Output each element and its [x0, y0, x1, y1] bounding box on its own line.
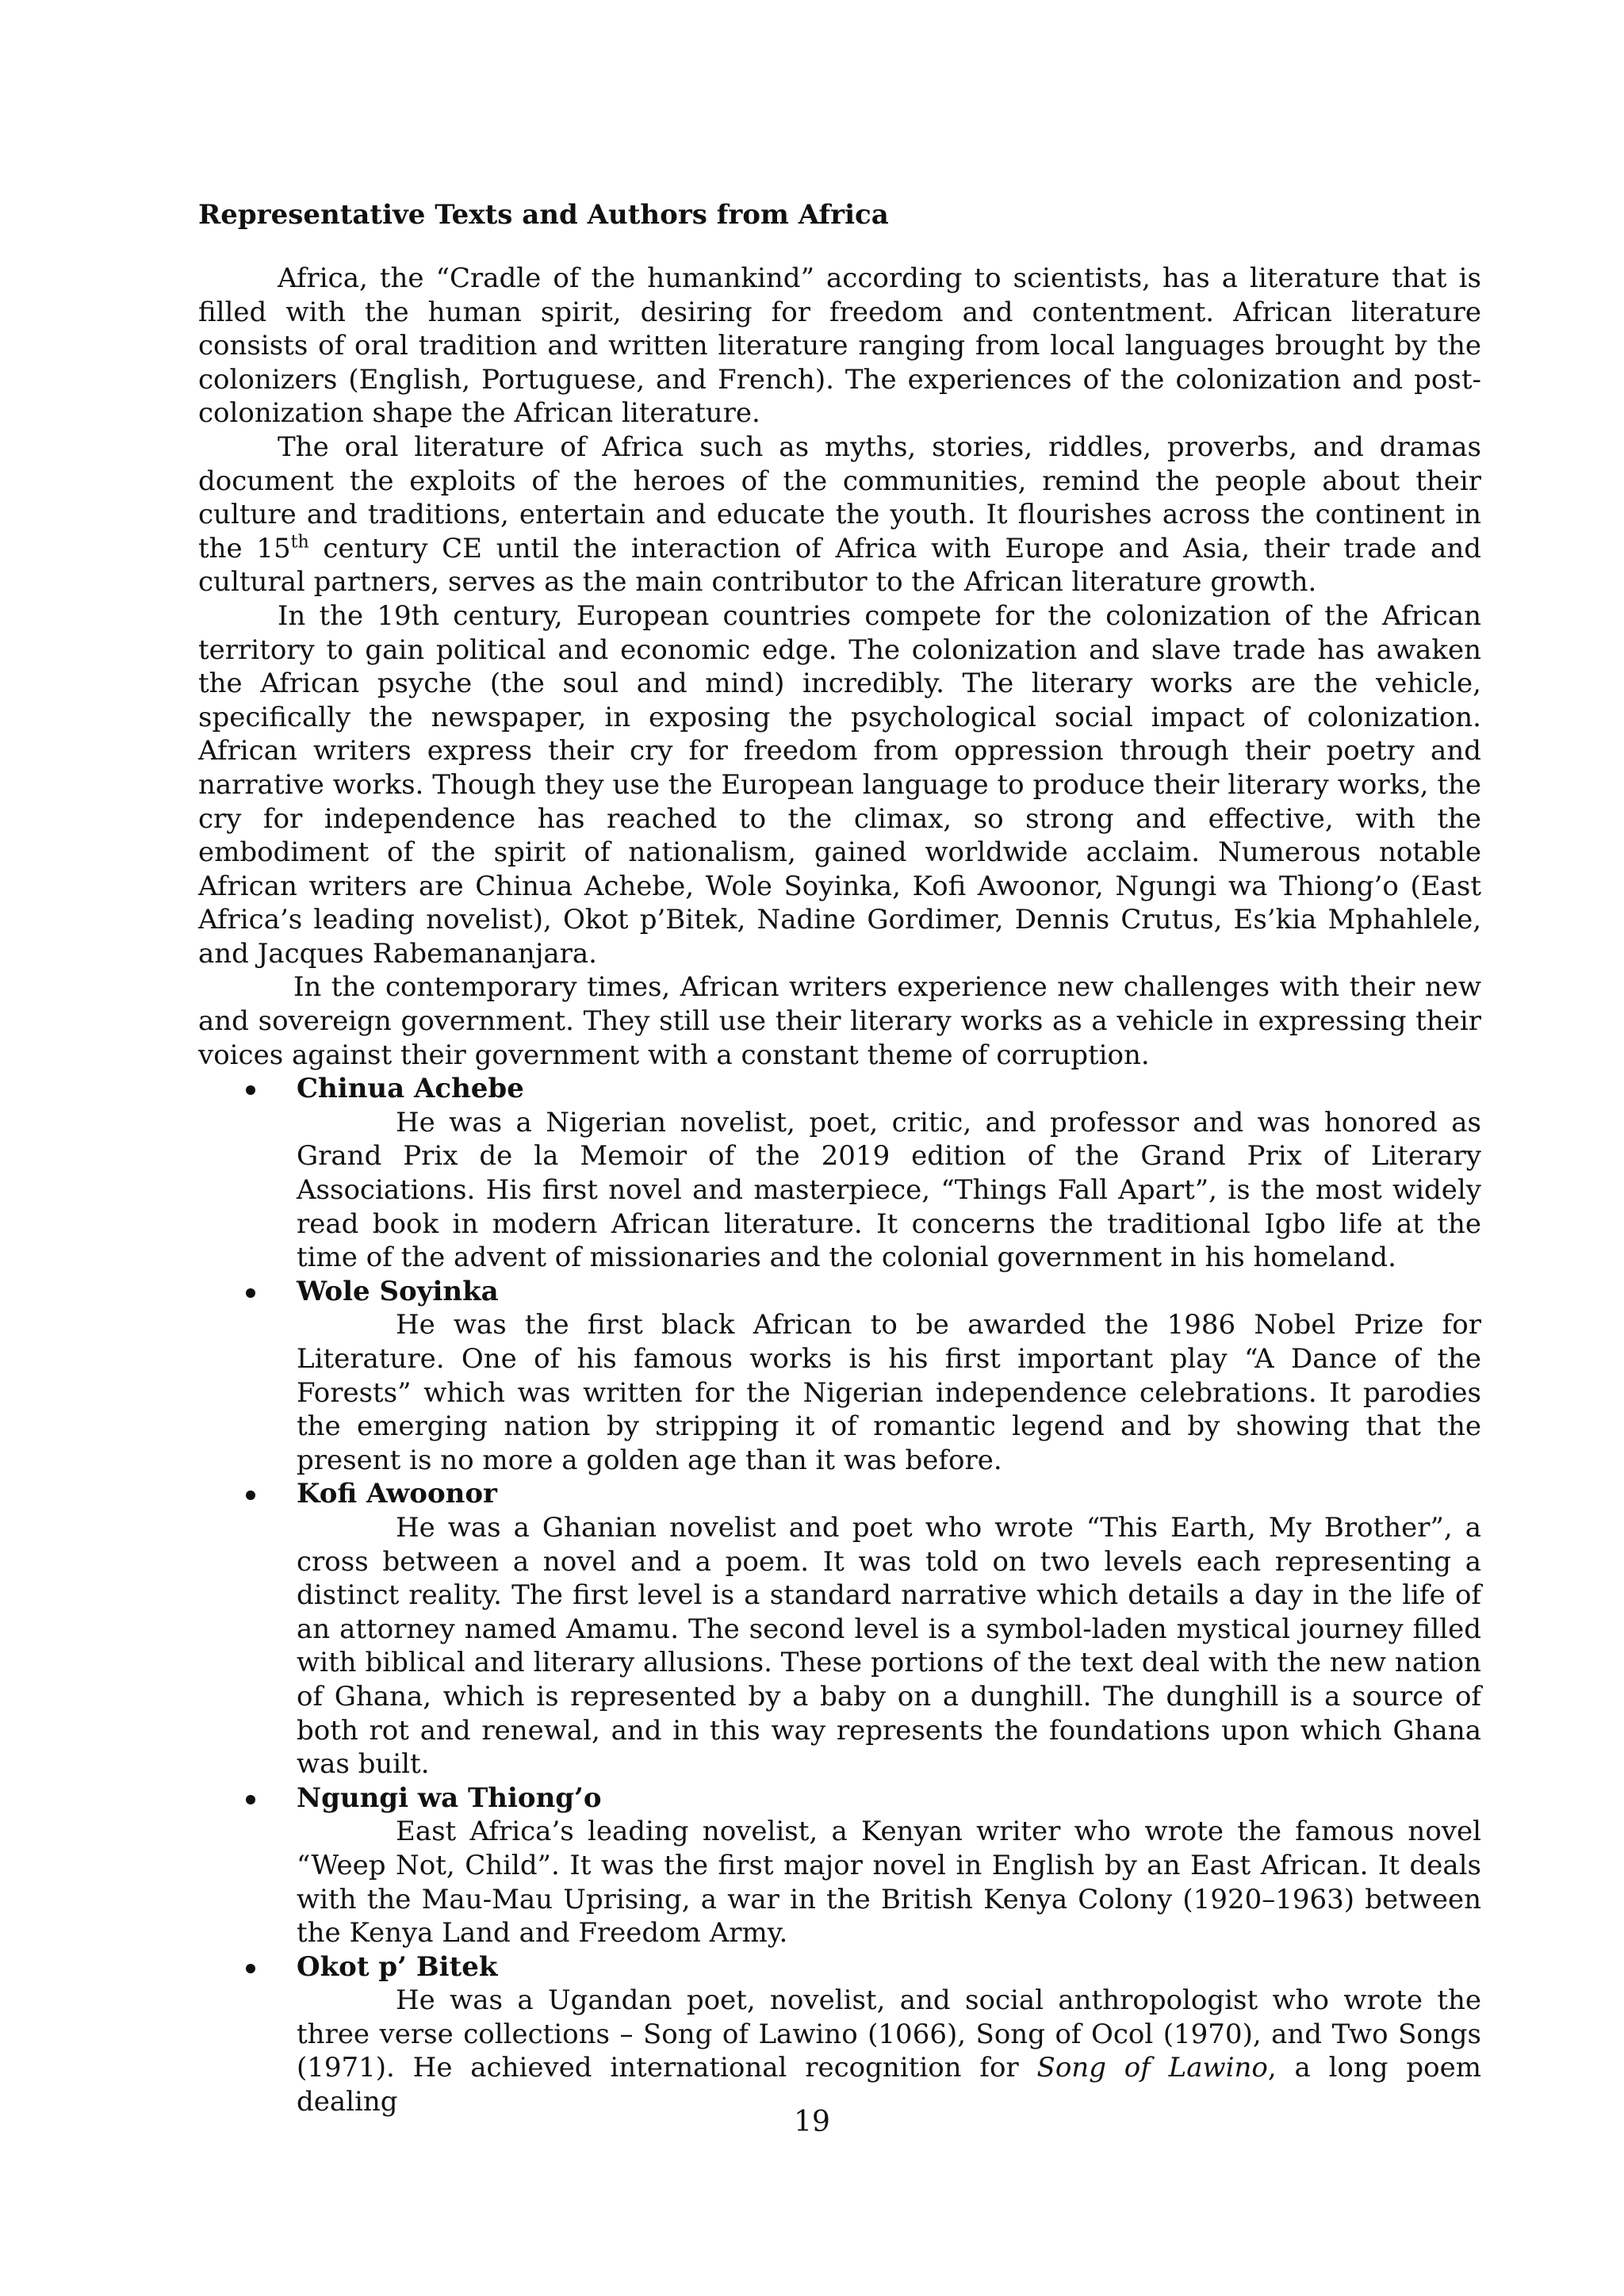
author-description: He was a Nigerian novelist, poet, critic, and professor and was honored as Grand Prix de la Memoir of the 2019 edition of the Grand Prix of Literary Associations. His first novel and masterpiece, “Things Fall Apart”, is the most widely read book in modern African literature. It concerns the traditional Igbo life at the time of the advent of missionaries and the colonial government in his homeland. [297, 1106, 1481, 1274]
intro-paragraph-4: In the contemporary times, African writers experience new challenges with their new and sovereign government. They still use their literary works as a vehicle in expressing their voices against their government with a constant theme of corruption. [198, 971, 1481, 1071]
author-name: Chinua Achebe [297, 1073, 524, 1105]
oral-lead: It flourishes across the continent in the 15 [198, 499, 1481, 564]
ordinal-suffix: th [290, 532, 309, 553]
author-name: Kofi Awoonor [297, 1478, 497, 1510]
author-description [297, 1984, 1481, 2118]
author-description: He was the first black African to be awarded the 1986 Nobel Prize for Literature. One of his famous works is his first important play “A Dance of the Forests” which was written for the Nigerian independence celebrations. It parodies the emerging nation by stripping it of romantic legend and by showing that the present is no more a golden age than it was before. [297, 1309, 1481, 1476]
intro-paragraph-1: Africa, the “Cradle of the humankind” according to scientists, has a literature that is filled with the human spirit, desiring for freedom and contentment. African literature consists of oral tradition and written literature ranging from local languages brought by the colonizers (English, Portuguese, and French). The experiences of the colonization and post-colonization shape the African literature. [198, 262, 1481, 430]
list-item [198, 1781, 1481, 1950]
author-description-text: He was a Ugandan poet, novelist, and social anthropologist who wrote the three verse collections – Song of Lawino (1066), Song of Ocol (1970), and Two Songs (1971). He achieved international recognition for [297, 1984, 1481, 2084]
book-title: Song of Lawino [1036, 2052, 1268, 2084]
author-list [198, 1072, 1481, 2118]
intro-paragraph-3: In the 19th century, European countries compete for the colonization of the African territory to gain political and economic edge. The colonization and slave trade has awaken the African psyche (the soul and mind) incredibly. The literary works are the vehicle, specifically the newspaper, in exposing the psychological social impact of colonization. African writers express their cry for freedom from oppression through their poetry and narrative works. Though they use the European language to produce their literary works, the cry for independence has reached to the climax, so strong and effective, with the embodiment of the spirit of nationalism, gained worldwide acclaim. Numerous notable African writers are Chinua Achebe, Wole Soyinka, Kofi Awoonor, Ngungi wa Thiong’o (East Africa’s leading novelist), Okot p’Bitek, Nadine Gordimer, Dennis Crutus, Es’kia Mphahlele, and Jacques Rabemananjara. [198, 599, 1481, 970]
list-item [198, 1275, 1481, 1478]
bullet-icon [246, 1964, 255, 1973]
list-item [198, 1950, 1481, 2119]
oral-tail: century CE until the interaction of Africa with Europe and Asia, their trade and cultural partners, serves as the main contributor to the African literature growth. [198, 532, 1481, 599]
list-item [198, 1072, 1481, 1275]
author-name: Okot p’ Bitek [297, 1950, 498, 1983]
bullet-icon [246, 1795, 255, 1804]
bullet-icon [246, 1490, 255, 1500]
author-description: He was a Ghanian novelist and poet who wrote “This Earth, My Brother”, a cross between a novel and a poem. It was told on two levels each representing a distinct reality. The first level is a standard narrative which details a day in the life of an attorney named Amamu. The second level is a symbol-laden mystical journey filled with biblical and literary allusions. These portions of the text deal with the new nation of Ghana, which is represented by a baby on a dunghill. The dunghill is a source of both rot and renewal, and in this way represents the foundations upon which Ghana was built. [297, 1511, 1481, 1781]
author-description-tail: , a long poem dealing [297, 2052, 1481, 2118]
oral-literature-sentence: The oral literature of Africa such as myths, stories, riddles, proverbs, and dramas document the exploits of the heroes of the communities, remind the people about their culture and traditions, entertain and educate the youth. [198, 430, 1481, 531]
section-title: Representative Texts and Authors from Africa [198, 199, 889, 231]
author-name: Ngungi wa Thiong’o [297, 1781, 602, 1814]
bullet-icon [246, 1085, 255, 1095]
author-name: Wole Soyinka [297, 1275, 499, 1307]
intro-paragraph-2 [198, 430, 1481, 599]
author-description: East Africa’s leading novelist, a Kenyan writer who wrote the famous novel “Weep Not, Child”. It was the first major novel in English by an East African. It deals with the Mau-Mau Uprising, a war in the British Kenya Colony (1920–1963) between the Kenya Land and Freedom Army. [297, 1816, 1481, 1950]
list-item [198, 1477, 1481, 1781]
bullet-icon [246, 1288, 255, 1298]
page-number: 19 [794, 2106, 830, 2138]
body-text [198, 262, 1481, 2119]
